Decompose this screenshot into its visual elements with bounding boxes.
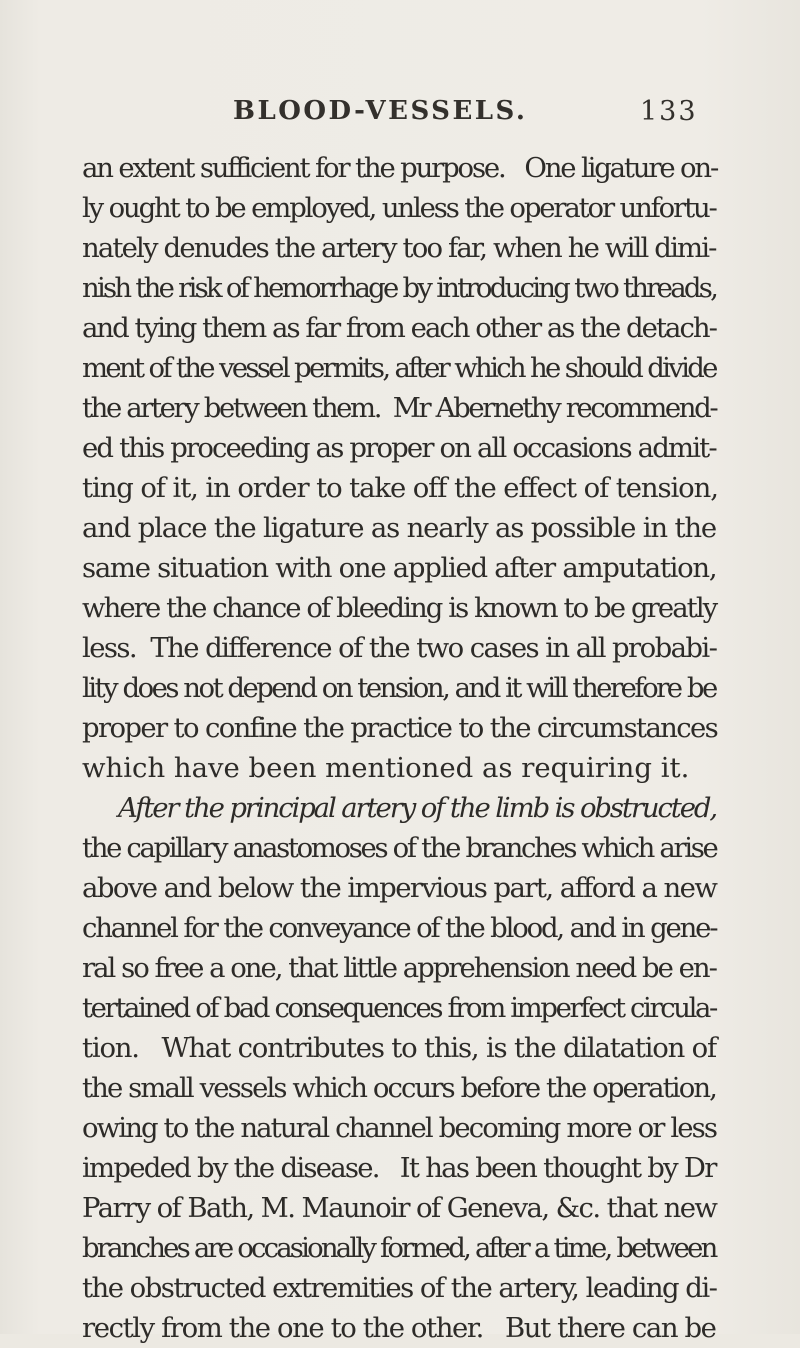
text-line: branches are occasionally formed, after a time, between xyxy=(82,1232,716,1264)
text-line: tertained of bad consequences from imperfect circula- xyxy=(82,992,716,1024)
text-line: above and below the impervious part, afford a new xyxy=(82,872,717,904)
text-line: ment of the vessel permits, after which he should divide xyxy=(82,352,716,384)
text-line: owing to the natural channel becoming more or less xyxy=(82,1112,717,1144)
text-line: same situation with one applied after amputation, xyxy=(82,552,717,584)
text-line: proper to confine the practice to the circumstances xyxy=(82,712,718,744)
text-line: rectly from the one to the other. But there can be xyxy=(82,1312,716,1344)
page-number: 133 xyxy=(640,96,698,127)
text-line: ral so free a one, that little apprehension need be en- xyxy=(82,952,716,984)
text-line: which have been mentioned as requiring it. xyxy=(82,752,690,784)
text-line: and tying them as far from each other as the detach- xyxy=(82,312,716,344)
text-line: an extent sufficient for the purpose. One ligature on- xyxy=(82,152,718,184)
text-line: ting of it, in order to take off the effect of tension, xyxy=(82,472,718,504)
text-line: the small vessels which occurs before the operation, xyxy=(82,1072,716,1104)
text-line: tion. What contributes to this, is the dilatation of xyxy=(82,1032,716,1064)
running-head xyxy=(0,96,800,136)
text-line: channel for the conveyance of the blood, and in gene- xyxy=(82,912,717,944)
text-line: the obstructed extremities of the artery, leading di- xyxy=(82,1272,717,1304)
text-line: the capillary anastomoses of the branches which arise xyxy=(82,832,717,864)
text-line: less. The difference of the two cases in all probabi- xyxy=(82,632,717,664)
text-line: After the principal artery of the limb is obstructed, xyxy=(118,792,717,824)
text-line: Parry of Bath, M. Maunoir of Geneva, &c. that new xyxy=(82,1192,717,1224)
text-line: lity does not depend on tension, and it will therefore be xyxy=(82,672,716,704)
text-line: where the chance of bleeding is known to be greatly xyxy=(82,592,717,624)
text-line: nately denudes the artery too far, when he will dimi- xyxy=(82,232,716,264)
running-head-title: BLOOD-VESSELS. xyxy=(233,96,528,126)
text-line: impeded by the disease. It has been thought by Dr xyxy=(82,1152,716,1184)
text-line: the artery between them. Mr Abernethy recommend- xyxy=(82,392,717,424)
text-line: and place the ligature as nearly as possible in the xyxy=(82,512,716,544)
text-line: ed this proceeding as proper on all occasions admit- xyxy=(82,432,716,464)
text-line: nish the risk of hemorrhage by introducing two threads, xyxy=(82,272,717,304)
text-line: ly ought to be employed, unless the operator unfortu- xyxy=(82,192,716,224)
